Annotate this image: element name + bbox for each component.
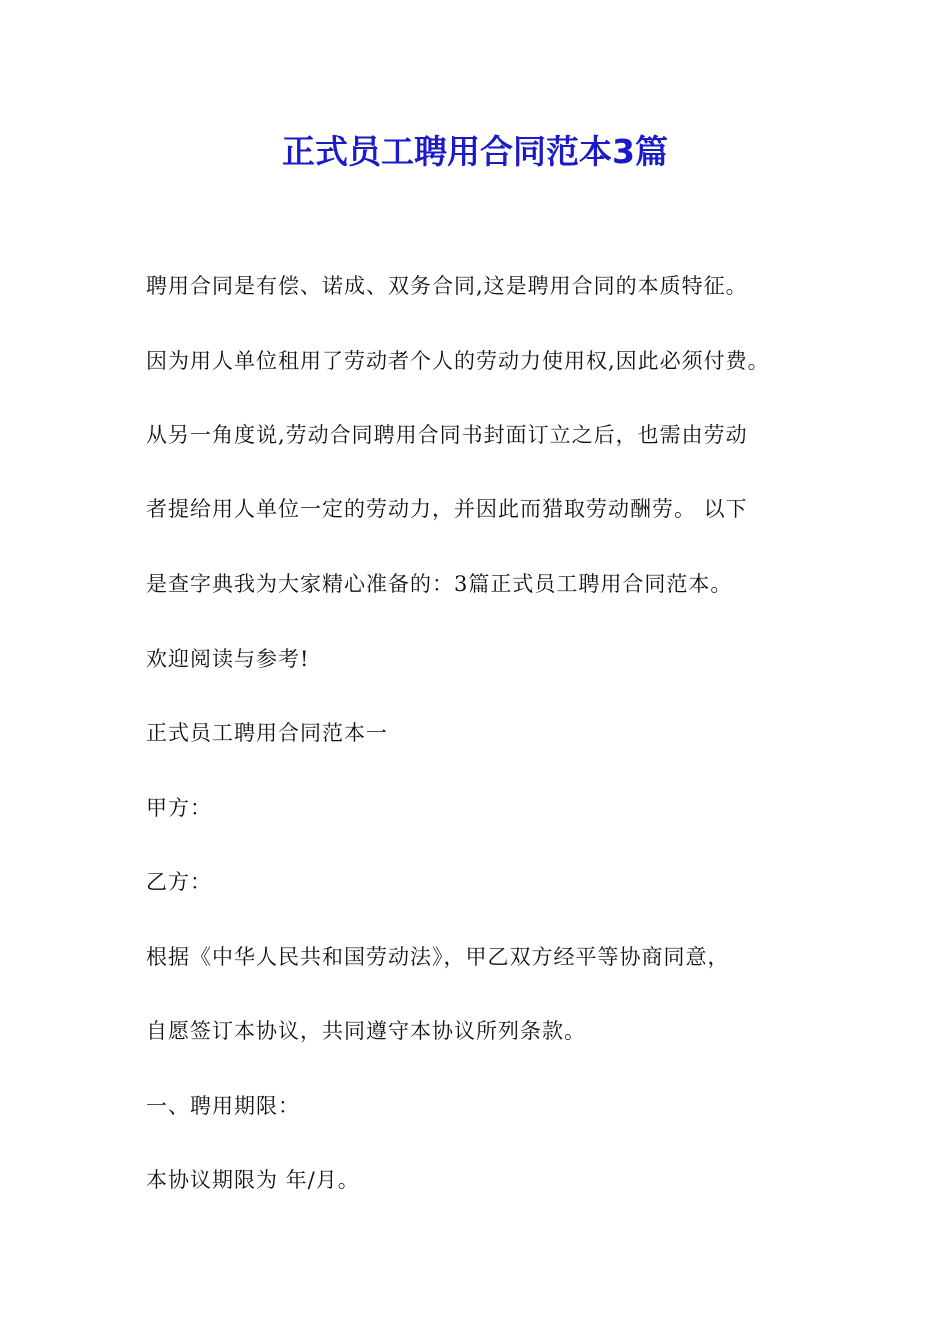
paragraph-line-2: 因为用人单位租用了劳动者个人的劳动力使用权,因此必须付费。	[146, 349, 770, 373]
clause-heading-term: 一、聘用期限：	[146, 1094, 300, 1118]
paragraph-line-10: 根据《中华人民共和国劳动法》，甲乙双方经平等协商同意，	[146, 945, 730, 969]
paragraph-line-13: 本协议期限为 年/月。	[146, 1168, 360, 1192]
party-b-label: 乙方：	[146, 870, 212, 894]
paragraph-line-5: 是查字典我为大家精心准备的：3篇正式员工聘用合同范本。	[146, 572, 733, 596]
paragraph-line-11: 自愿签订本协议，共同遵守本协议所列条款。	[146, 1019, 586, 1043]
document-title: 正式员工聘用合同范本3篇	[282, 132, 668, 171]
section-heading-contract-one: 正式员工聘用合同范本一	[146, 721, 388, 745]
party-a-label: 甲方：	[146, 796, 212, 820]
paragraph-line-3: 从另一角度说,劳动合同聘用合同书封面订立之后，也需由劳动	[146, 423, 748, 447]
paragraph-line-4: 者提给用人单位一定的劳动力，并因此而猎取劳动酬劳。 以下	[146, 497, 748, 521]
paragraph-line-1: 聘用合同是有偿、诺成、双务合同,这是聘用合同的本质特征。	[146, 274, 748, 298]
paragraph-line-6: 欢迎阅读与参考!	[146, 647, 310, 671]
